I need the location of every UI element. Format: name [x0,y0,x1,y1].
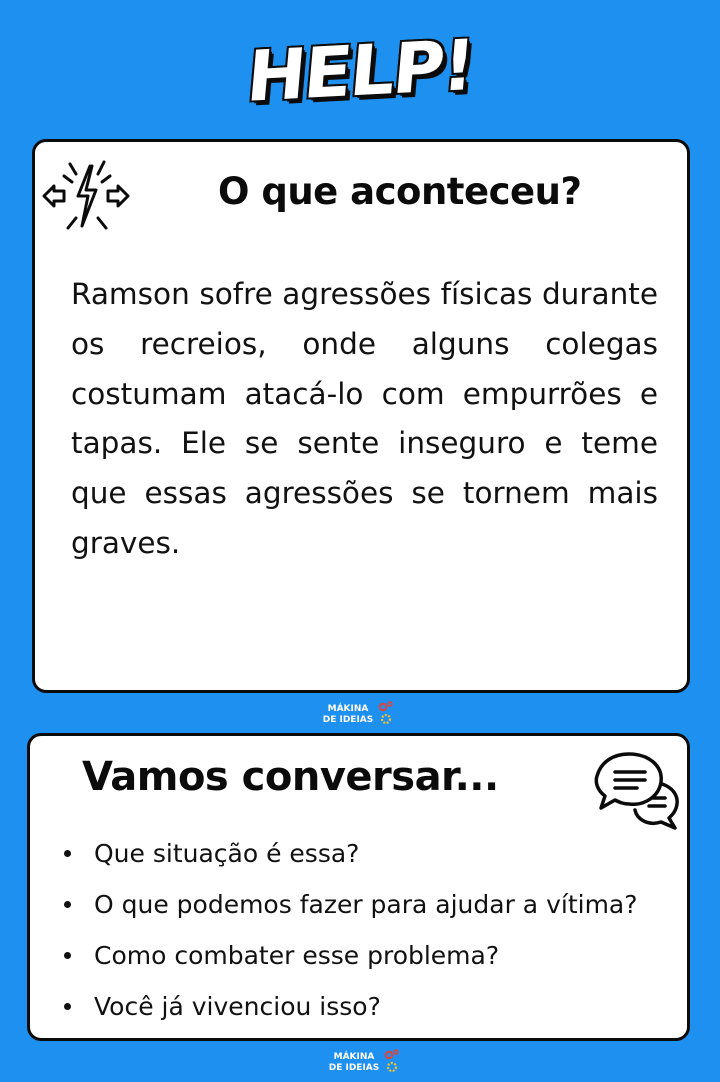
list-item: O que podemos fazer para ajudar a vítima? [62,879,638,930]
story-text: Ramson sofre agressões físicas durante os recreios, onde alguns colegas costumam atacá-lo com empurrões e tapas. Ele se sente inseguro e teme que essas agressões se tornem mais graves. [71,277,658,560]
gears-icon [376,700,398,728]
lets-talk-title: Vamos conversar... [82,754,499,800]
lets-talk-card [27,733,690,1041]
list-item: Que situação é essa? [62,828,638,879]
brand-logo [318,704,418,734]
help-logo: HELP! [243,24,477,118]
what-happened-title: O que aconteceu? [218,170,582,213]
brand-line1: MÁKINA [327,704,369,714]
list-item: Você já vivenciou isso? [62,981,638,1032]
what-happened-card [32,139,690,693]
bolt-burst-icon [42,156,130,236]
chat-bubbles-icon [593,750,681,832]
gears-icon [382,1048,404,1076]
brand-line1: MÁKINA [333,1052,375,1062]
questions-list [62,828,638,1032]
brand-line2: DE IDEIAS [322,715,374,725]
brand-line2: DE IDEIAS [328,1063,380,1073]
list-item: Como combater esse problema? [62,930,638,981]
brand-logo-bottom [324,1052,424,1082]
